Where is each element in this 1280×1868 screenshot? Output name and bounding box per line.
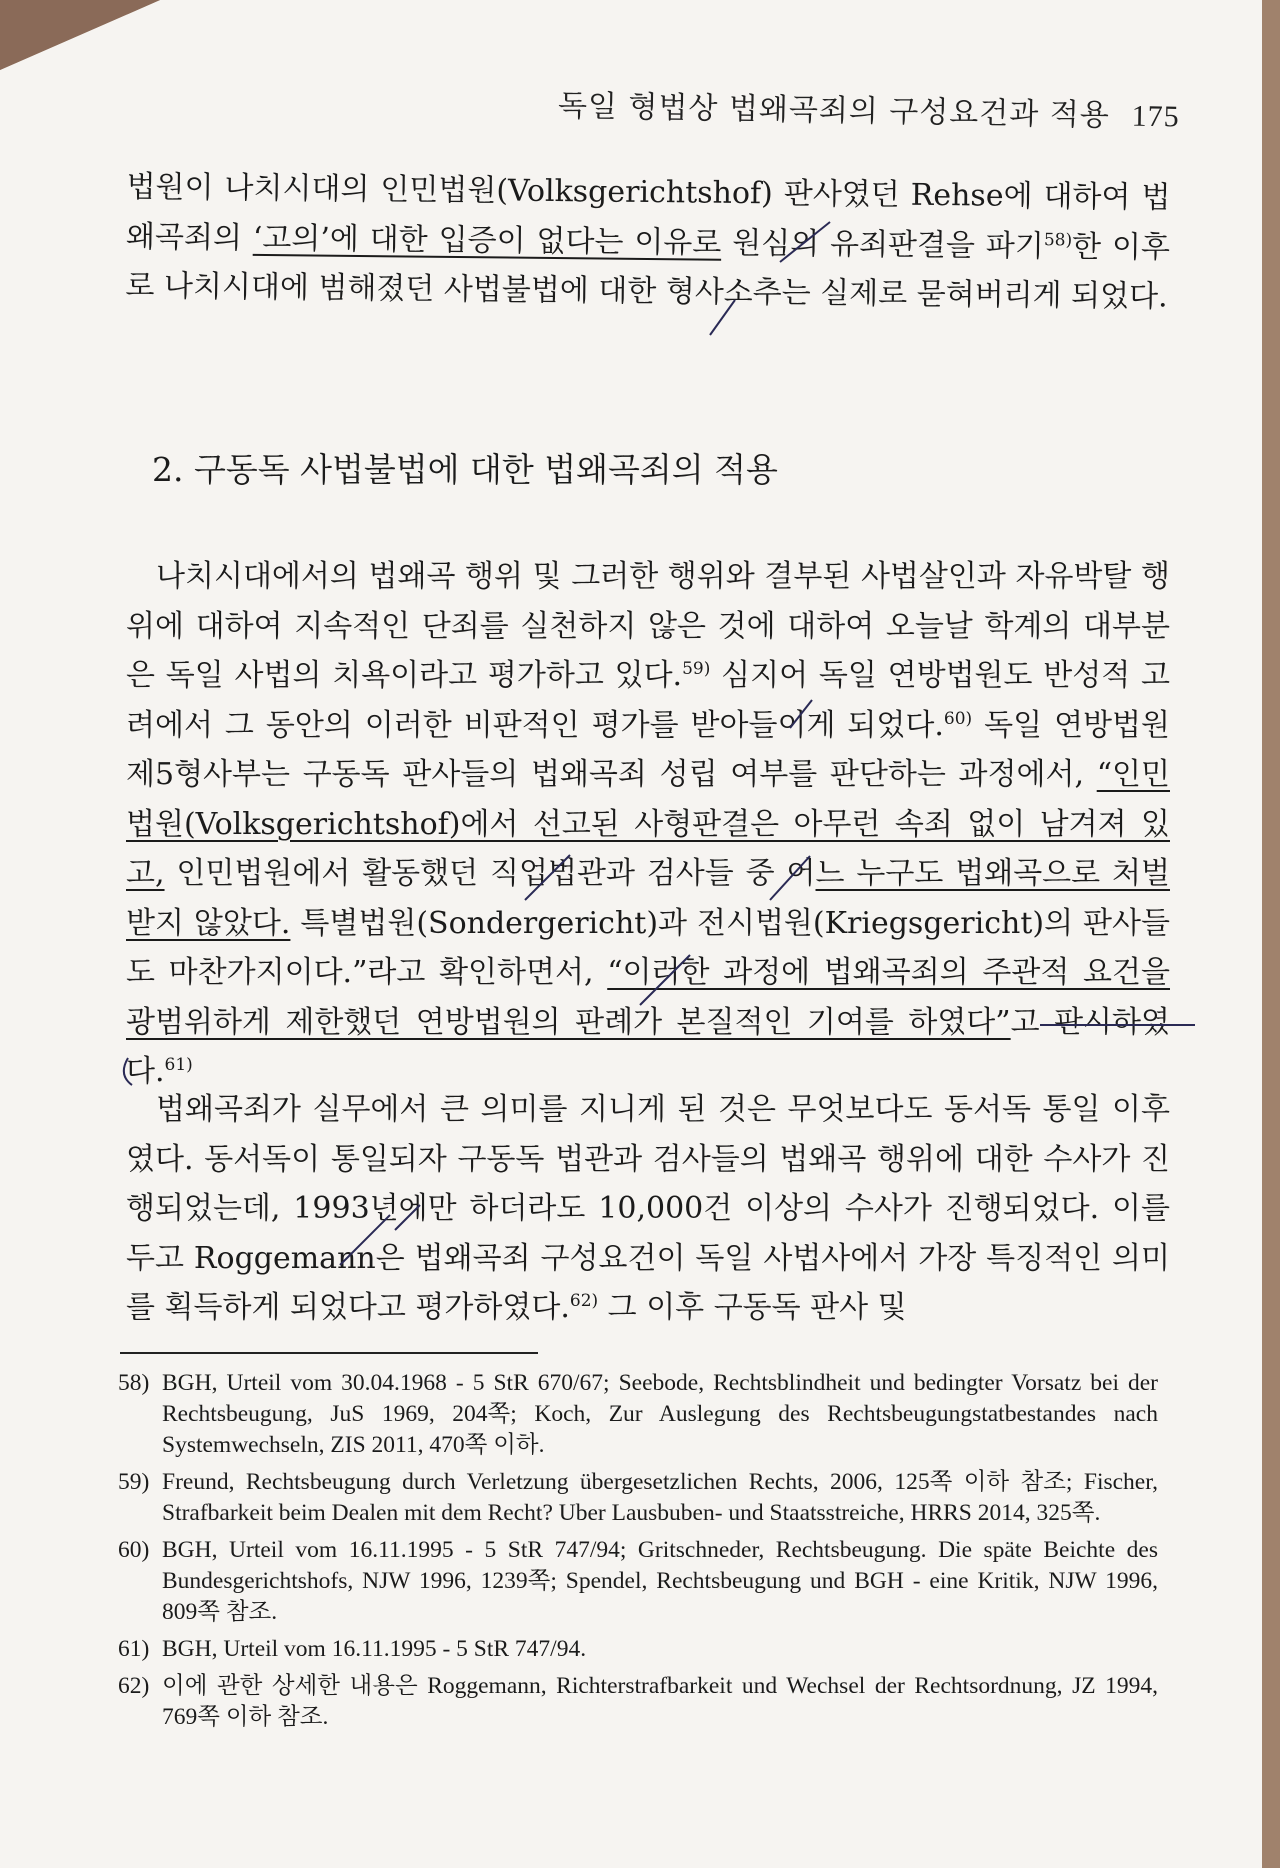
- text-run: 특별법원(Sondergericht)과 전시법원(Kriegsgericht)의 판사들도 마찬가지이다.”라고 확인하면서,: [126, 905, 1170, 990]
- footnote-ref-62[interactable]: 62): [569, 1291, 599, 1311]
- text-run: 고 판시하였다.: [126, 1004, 1170, 1089]
- text-run: 법원이 나치시대의 인민법원(Volksgerichtshof) 판사였던 Rehse에 대하여 법왜곡죄의: [125, 169, 1171, 256]
- text-run: 그 이후 구동독 판사 및: [598, 1290, 907, 1325]
- footnote-text: 이에 관한 상세한 내용은 Roggemann, Richterstrafbarkeit und Wechsel der Rechtsordnung, JZ 1994, 769쪽 이하 참조.: [162, 1673, 1158, 1730]
- footnote-item: [118, 1671, 1158, 1733]
- footnote-number: 61): [118, 1636, 150, 1662]
- underlined-text: “인민법원(Volksgerichtshof)에서 선고된 사형판결은 아무런 속죄 없이 남겨져 있고,: [126, 757, 1170, 891]
- underlined-text: ‘고의’에 대한 입증이 없다는 이유로: [252, 220, 722, 261]
- text-run: 독일 연방법원 제5형사부는 구동독 판사들의 법왜곡죄 성립 여부를 판단하는 과정에서,: [126, 707, 1170, 792]
- text-run: 나치시대에서의 법왜곡 행위 및 그러한 행위와 결부된 사법살인과 자유박탈 행위에 대하여 지속적인 단죄를 실천하지 않은 것에 대하여 오늘날 학계의 대부분은 독일 사법의 치욕이라고 평가하고 있다.: [126, 559, 1170, 693]
- text-run: 법왜곡죄가 실무에서 큰 의미를 지니게 된 것은 무엇보다도 동서독 통일 이후였다. 동서독이 통일되자 구동독 법관과 검사들의 법왜곡 행위에 대한 수사가 진행되었는데, 1993년에만 하더라도 10,000건 이상의 수사가 진행되었다. 이를 두고 Roggemann은 법왜곡죄 구성요건이 독일 사법사에서 가장 특징적인 의미를 획득하게 되었다고 평가하였다.: [126, 1092, 1170, 1325]
- paragraph-2: [126, 552, 1170, 1097]
- footnote-number: 58): [118, 1370, 150, 1396]
- text-run: 한 이후로 나치시대에 범해졌던 사법불법에 대한 형사소추는 실제로 묻혀버리게 되었다.: [125, 228, 1171, 315]
- paragraph-3: [126, 1085, 1170, 1333]
- footnote-number: 62): [118, 1673, 150, 1699]
- footnote-item: [118, 1467, 1158, 1529]
- underlined-text: 느 누구도 법왜곡으로 처벌받지 않았다.: [126, 856, 1170, 941]
- footnotes: [118, 1368, 1158, 1739]
- footnote-text: BGH, Urteil vom 16.11.1995 - 5 StR 747/94; Gritschneder, Rechtsbeugung. Die späte Beichte des Bundesgerichtshofs, NJW 1996, 1239쪽; Spendel, Rechtsbeugung und BGH - eine Kritik, NJW 1996, 809쪽 참조.: [162, 1537, 1158, 1625]
- footnote-text: BGH, Urteil vom 30.04.1968 - 5 StR 670/67; Seebode, Rechtsblindheit und bedingter Vorsatz bei der Rechtsbeugung, JuS 1969, 204쪽; Koch, Zur Auslegung des Rechtsbeugungstatbestandes nach Systemwechseln, ZIS 2011, 470쪽 이하.: [162, 1370, 1158, 1458]
- footnote-ref-61[interactable]: 61): [164, 1055, 193, 1075]
- footnote-ref-60[interactable]: 60): [943, 708, 973, 729]
- page-number: 175: [1131, 99, 1181, 134]
- text-run: 인민법원에서 활동했던 직업법관과 검사들 중 어: [164, 856, 816, 891]
- underlined-text: “이러한 과정에 법왜곡죄의 주관적 요건을 광범위하게 제한했던 연방법원의 판례가 본질적인 기여를 하였다”: [126, 955, 1170, 1040]
- footnote-number: 60): [118, 1537, 150, 1563]
- paragraph-1: [125, 163, 1170, 322]
- footnote-item: [118, 1368, 1158, 1461]
- section-heading: 2. 구동독 사법불법에 대한 법왜곡죄의 적용: [152, 450, 778, 489]
- footnote-text: BGH, Urteil vom 16.11.1995 - 5 StR 747/94.: [162, 1636, 587, 1662]
- footnote-item: [118, 1634, 1158, 1665]
- text-run: 심지어 독일 연방법원도 반성적 고려에서 그 동안의 이러한 비판적인 평가를 받아들이게 되었다.: [126, 658, 1170, 743]
- footnote-ref-58[interactable]: 58): [1043, 229, 1073, 250]
- footnote-item: [118, 1535, 1158, 1628]
- running-title: 독일 형법상 법왜곡죄의 구성요건과 적용: [557, 88, 1111, 134]
- footnote-ref-59[interactable]: 59): [682, 659, 711, 679]
- footnote-divider: [120, 1352, 538, 1354]
- footnote-text: Freund, Rechtsbeugung durch Verletzung übergesetzlichen Rechts, 2006, 125쪽 이하 참조; Fischer, Strafbarkeit beim Dealen mit dem Recht? Uber Lausbuben- und Staatsstreiche, HRRS 2014, 325쪽.: [162, 1469, 1158, 1526]
- footnote-number: 59): [118, 1469, 150, 1495]
- text-run: 원심의 유죄판결을 파기: [721, 225, 1045, 264]
